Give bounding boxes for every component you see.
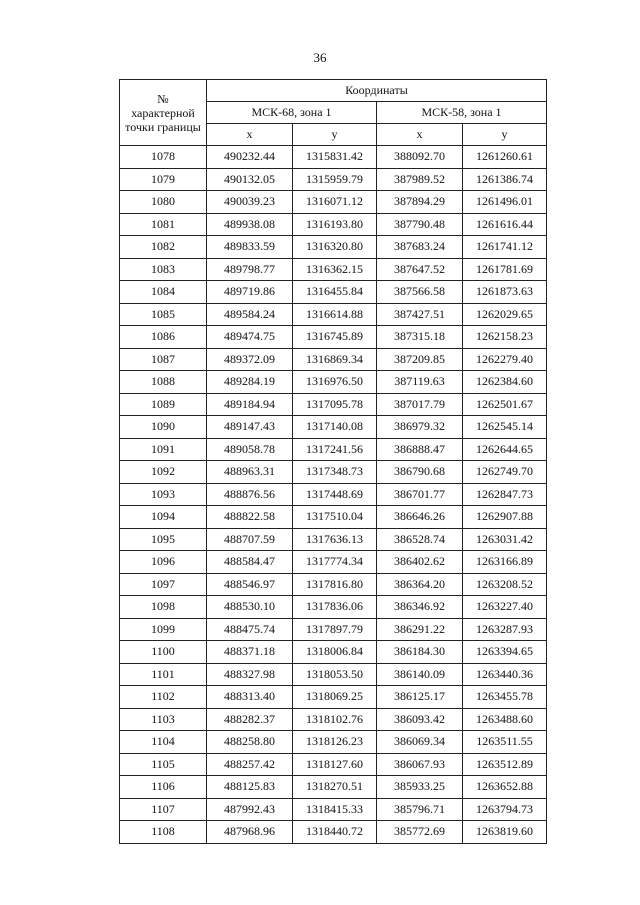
- point-number-cell: 1108: [120, 821, 207, 844]
- point-number-cell: 1085: [120, 303, 207, 326]
- msk68-y-cell: 1315959.79: [293, 168, 377, 191]
- msk58-x-cell: 386093.42: [377, 708, 463, 731]
- msk68-y-cell: 1316614.88: [293, 303, 377, 326]
- msk68-y-cell: 1315831.42: [293, 146, 377, 169]
- point-number-cell: 1088: [120, 371, 207, 394]
- msk68-x-cell: 488475.74: [207, 618, 293, 641]
- table-row: [120, 798, 547, 821]
- msk58-y-cell: 1262384.60: [463, 371, 547, 394]
- table-row: [120, 146, 547, 169]
- msk68-x-cell: 488258.80: [207, 731, 293, 754]
- msk68-x-cell: 488257.42: [207, 753, 293, 776]
- point-number-cell: 1101: [120, 663, 207, 686]
- msk58-y-cell: 1262029.65: [463, 303, 547, 326]
- msk68-y-cell: 1317140.08: [293, 416, 377, 439]
- msk58-x-cell: 387790.48: [377, 213, 463, 236]
- msk68-y-cell: 1316455.84: [293, 281, 377, 304]
- page-number: 36: [313, 50, 327, 65]
- msk58-y-cell: 1263208.52: [463, 573, 547, 596]
- msk68-x-cell: 488327.98: [207, 663, 293, 686]
- msk68-x-cell: 488371.18: [207, 641, 293, 664]
- msk68-x-cell: 489719.86: [207, 281, 293, 304]
- msk68-x-cell: 488707.59: [207, 528, 293, 551]
- point-number-cell: 1087: [120, 348, 207, 371]
- table-row: [120, 348, 547, 371]
- point-number-cell: 1104: [120, 731, 207, 754]
- msk68-y-cell: 1317510.04: [293, 506, 377, 529]
- msk58-x-cell: 385772.69: [377, 821, 463, 844]
- msk58-x-cell: 386701.77: [377, 483, 463, 506]
- msk68-y-cell: 1316320.80: [293, 236, 377, 259]
- table-row: [120, 596, 547, 619]
- msk58-x-cell: 386184.30: [377, 641, 463, 664]
- msk58-x-cell: 386069.34: [377, 731, 463, 754]
- point-number-cell: 1083: [120, 258, 207, 281]
- msk68-x-cell: 489798.77: [207, 258, 293, 281]
- msk58-x-cell: 386979.32: [377, 416, 463, 439]
- table-row: [120, 326, 547, 349]
- msk58-y-cell: 1261616.44: [463, 213, 547, 236]
- table-row: [120, 168, 547, 191]
- msk58-y-cell: 1263455.78: [463, 686, 547, 709]
- table-row: [120, 776, 547, 799]
- point-number-header: [120, 80, 207, 146]
- msk58-x-cell: 387647.52: [377, 258, 463, 281]
- msk58-x-cell: 387119.63: [377, 371, 463, 394]
- msk68-y-cell: 1317241.56: [293, 438, 377, 461]
- msk58-x-cell: 387209.85: [377, 348, 463, 371]
- msk68-x-cell: 489058.78: [207, 438, 293, 461]
- msk58-x-cell: 386291.22: [377, 618, 463, 641]
- msk58-y-cell: 1262847.73: [463, 483, 547, 506]
- msk58-y-cell: 1263394.65: [463, 641, 547, 664]
- msk58-y-cell: 1263031.42: [463, 528, 547, 551]
- msk68-x-cell: 490232.44: [207, 146, 293, 169]
- msk68-x-cell: 490132.05: [207, 168, 293, 191]
- table-row: [120, 483, 547, 506]
- msk58-y-cell: 1263512.89: [463, 753, 547, 776]
- msk58-y-cell: 1263287.93: [463, 618, 547, 641]
- msk58-x-cell: 386364.20: [377, 573, 463, 596]
- msk58-x-cell: 386646.26: [377, 506, 463, 529]
- msk58-x-cell: 386140.09: [377, 663, 463, 686]
- msk68-y-cell: 1317816.80: [293, 573, 377, 596]
- msk68-x-cell: 488963.31: [207, 461, 293, 484]
- msk68-y-cell: 1318102.76: [293, 708, 377, 731]
- msk68-x-cell: 489474.75: [207, 326, 293, 349]
- msk58-y-cell: 1263652.88: [463, 776, 547, 799]
- msk68-x-cell: 487992.43: [207, 798, 293, 821]
- point-number-cell: 1095: [120, 528, 207, 551]
- point-number-cell: 1079: [120, 168, 207, 191]
- msk68-x-cell: 489833.59: [207, 236, 293, 259]
- msk68-y-cell: 1316869.34: [293, 348, 377, 371]
- point-number-cell: 1084: [120, 281, 207, 304]
- msk58-x-cell: 386402.62: [377, 551, 463, 574]
- table-row: [120, 528, 547, 551]
- msk58-x-cell: 386346.92: [377, 596, 463, 619]
- msk58-x-cell: 387683.24: [377, 236, 463, 259]
- point-number-cell: 1103: [120, 708, 207, 731]
- table-row: [120, 551, 547, 574]
- msk68-y-cell: 1318127.60: [293, 753, 377, 776]
- point-number-cell: 1098: [120, 596, 207, 619]
- point-number-cell: 1081: [120, 213, 207, 236]
- msk68-y-cell: 1317774.34: [293, 551, 377, 574]
- coordinates-table: [119, 79, 547, 844]
- msk58-x-cell: 387315.18: [377, 326, 463, 349]
- point-number-cell: 1091: [120, 438, 207, 461]
- msk58-y-cell: 1261741.12: [463, 236, 547, 259]
- table-row: [120, 213, 547, 236]
- msk68-x-cell: 488125.83: [207, 776, 293, 799]
- msk58-x-cell: 385933.25: [377, 776, 463, 799]
- msk68-y-cell: 1318053.50: [293, 663, 377, 686]
- msk58-x-cell: 387566.58: [377, 281, 463, 304]
- point-number-cell: 1086: [120, 326, 207, 349]
- table-row: [120, 506, 547, 529]
- point-number-cell: 1080: [120, 191, 207, 214]
- msk68-x-cell: 489147.43: [207, 416, 293, 439]
- msk58-y-cell: 1263819.60: [463, 821, 547, 844]
- point-number-cell: 1093: [120, 483, 207, 506]
- axis-header-x: x: [207, 124, 293, 146]
- msk58-x-cell: 387894.29: [377, 191, 463, 214]
- msk58-y-cell: 1262545.14: [463, 416, 547, 439]
- table-row: [120, 573, 547, 596]
- table-row: [120, 641, 547, 664]
- msk68-y-cell: 1316193.80: [293, 213, 377, 236]
- msk68-x-cell: 487968.96: [207, 821, 293, 844]
- msk58-y-cell: 1262907.88: [463, 506, 547, 529]
- msk68-x-cell: 488530.10: [207, 596, 293, 619]
- point-number-cell: 1105: [120, 753, 207, 776]
- table-row: [120, 618, 547, 641]
- msk58-x-cell: 386067.93: [377, 753, 463, 776]
- msk58-y-cell: 1262749.70: [463, 461, 547, 484]
- msk58-y-cell: 1262644.65: [463, 438, 547, 461]
- msk68-y-cell: 1317095.78: [293, 393, 377, 416]
- table-row: [120, 281, 547, 304]
- msk68-x-cell: 488876.56: [207, 483, 293, 506]
- msk58-y-cell: 1261873.63: [463, 281, 547, 304]
- table-row: [120, 708, 547, 731]
- table-row: [120, 753, 547, 776]
- msk68-y-cell: 1318270.51: [293, 776, 377, 799]
- table-row: [120, 191, 547, 214]
- msk68-x-cell: 489372.09: [207, 348, 293, 371]
- msk58-y-cell: 1261260.61: [463, 146, 547, 169]
- msk68-y-cell: 1318415.33: [293, 798, 377, 821]
- point-number-cell: 1092: [120, 461, 207, 484]
- msk58-y-cell: 1261496.01: [463, 191, 547, 214]
- coordinates-header: Координаты: [207, 80, 547, 102]
- msk58-y-cell: 1261386.74: [463, 168, 547, 191]
- msk68-x-cell: 488822.58: [207, 506, 293, 529]
- msk58-x-cell: 386125.17: [377, 686, 463, 709]
- msk58-x-cell: 386528.74: [377, 528, 463, 551]
- msk68-y-cell: 1318069.25: [293, 686, 377, 709]
- msk68-x-cell: 489284.19: [207, 371, 293, 394]
- msk58-y-cell: 1263794.73: [463, 798, 547, 821]
- msk68-x-cell: 489938.08: [207, 213, 293, 236]
- msk58-x-cell: 388092.70: [377, 146, 463, 169]
- msk68-y-cell: 1317448.69: [293, 483, 377, 506]
- msk68-x-cell: 489584.24: [207, 303, 293, 326]
- msk68-y-cell: 1316362.15: [293, 258, 377, 281]
- point-number-cell: 1089: [120, 393, 207, 416]
- point-number-cell: 1100: [120, 641, 207, 664]
- table-row: [120, 258, 547, 281]
- table-row: [120, 303, 547, 326]
- msk68-y-cell: 1318440.72: [293, 821, 377, 844]
- table-row: [120, 371, 547, 394]
- msk58-y-cell: 1263227.40: [463, 596, 547, 619]
- point-number-cell: 1096: [120, 551, 207, 574]
- msk68-x-cell: 488546.97: [207, 573, 293, 596]
- msk68-x-cell: 488313.40: [207, 686, 293, 709]
- msk68-y-cell: 1316745.89: [293, 326, 377, 349]
- msk68-x-cell: 488584.47: [207, 551, 293, 574]
- table-body: [120, 146, 547, 844]
- msk58-y-cell: 1263488.60: [463, 708, 547, 731]
- msk68-x-cell: 490039.23: [207, 191, 293, 214]
- msk58-y-cell: 1262501.67: [463, 393, 547, 416]
- table-row: [120, 686, 547, 709]
- system-header-msk58: МСК-58, зона 1: [377, 102, 547, 124]
- table-row: [120, 461, 547, 484]
- point-number-cell: 1097: [120, 573, 207, 596]
- msk68-y-cell: 1317348.73: [293, 461, 377, 484]
- table-row: [120, 393, 547, 416]
- table-row: [120, 731, 547, 754]
- msk58-y-cell: 1262279.40: [463, 348, 547, 371]
- table-row: [120, 821, 547, 844]
- msk58-x-cell: 387017.79: [377, 393, 463, 416]
- point-number-header-label: № характерной точки границы: [125, 91, 201, 134]
- msk68-y-cell: 1317836.06: [293, 596, 377, 619]
- msk58-y-cell: 1261781.69: [463, 258, 547, 281]
- point-number-cell: 1106: [120, 776, 207, 799]
- point-number-cell: 1102: [120, 686, 207, 709]
- point-number-cell: 1090: [120, 416, 207, 439]
- point-number-cell: 1107: [120, 798, 207, 821]
- msk68-x-cell: 489184.94: [207, 393, 293, 416]
- axis-header-y: y: [463, 124, 547, 146]
- msk58-x-cell: 386790.68: [377, 461, 463, 484]
- msk58-y-cell: 1262158.23: [463, 326, 547, 349]
- msk68-y-cell: 1316976.50: [293, 371, 377, 394]
- msk68-x-cell: 488282.37: [207, 708, 293, 731]
- point-number-cell: 1099: [120, 618, 207, 641]
- axis-header-y: y: [293, 124, 377, 146]
- msk68-y-cell: 1317897.79: [293, 618, 377, 641]
- msk58-y-cell: 1263511.55: [463, 731, 547, 754]
- msk58-y-cell: 1263440.36: [463, 663, 547, 686]
- point-number-cell: 1094: [120, 506, 207, 529]
- msk58-x-cell: 387989.52: [377, 168, 463, 191]
- msk68-y-cell: 1318006.84: [293, 641, 377, 664]
- msk58-x-cell: 387427.51: [377, 303, 463, 326]
- table-row: [120, 416, 547, 439]
- point-number-cell: 1078: [120, 146, 207, 169]
- msk68-y-cell: 1317636.13: [293, 528, 377, 551]
- point-number-cell: 1082: [120, 236, 207, 259]
- msk68-y-cell: 1316071.12: [293, 191, 377, 214]
- table-row: [120, 438, 547, 461]
- system-header-msk68: МСК-68, зона 1: [207, 102, 377, 124]
- axis-header-x: x: [377, 124, 463, 146]
- msk68-y-cell: 1318126.23: [293, 731, 377, 754]
- table-row: [120, 236, 547, 259]
- msk58-y-cell: 1263166.89: [463, 551, 547, 574]
- msk58-x-cell: 386888.47: [377, 438, 463, 461]
- table-row: [120, 663, 547, 686]
- msk58-x-cell: 385796.71: [377, 798, 463, 821]
